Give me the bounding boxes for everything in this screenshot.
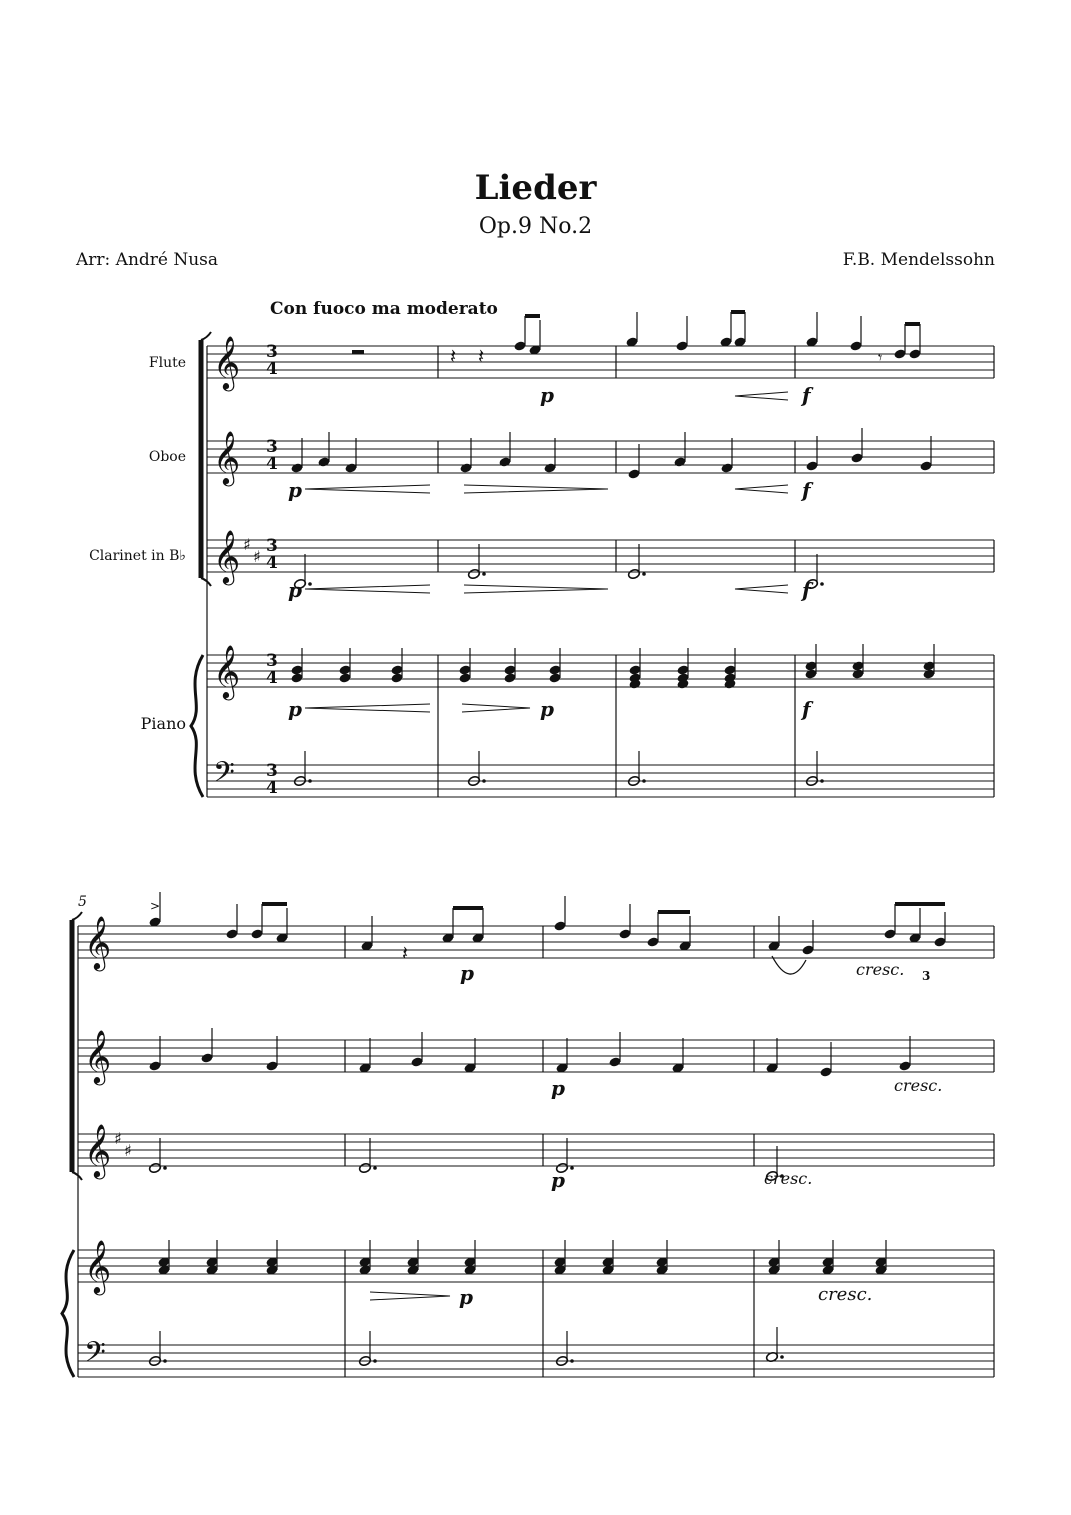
crescendo-hairpin [305, 704, 430, 712]
crescendo-hairpin [305, 585, 430, 593]
whole-rest [352, 350, 364, 354]
dynamic-p: p [288, 697, 302, 721]
eighth-rest-icon: 𝄾 [878, 348, 883, 367]
group-bracket [72, 912, 82, 920]
piano-brace [62, 1250, 74, 1377]
crescendo-hairpin [735, 485, 788, 493]
quarter-rest-icon: 𝄽 [402, 941, 409, 965]
accent-icon: > [150, 899, 161, 913]
dot [308, 582, 312, 586]
group-bracket [72, 1172, 82, 1180]
decrescendo-hairpin [464, 485, 608, 493]
treble-clef-icon: 𝄞 [213, 644, 241, 698]
piano-brace [191, 655, 203, 797]
bass-clef-icon: 𝄢 [84, 1336, 106, 1376]
dynamic-p: p [551, 1076, 565, 1100]
arranger-credit: Arr: André Nusa [76, 250, 219, 270]
sharp-icon: ♯ [114, 1129, 122, 1148]
time-sig-top: 3 [266, 342, 278, 362]
score-subtitle: Op.9 No.2 [478, 214, 593, 239]
treble-clef-icon: 𝄞 [84, 915, 112, 969]
dot [373, 1359, 377, 1363]
treble-clef-icon: 𝄞 [84, 1239, 112, 1293]
dot [482, 779, 486, 783]
tempo-marking: Con fuoco ma moderato [270, 299, 498, 319]
slur [772, 956, 806, 974]
time-signatures [266, 342, 278, 798]
dynamic-p: p [551, 1168, 565, 1192]
triplet-number: 3 [922, 969, 931, 983]
crescendo-hairpin [305, 485, 430, 493]
dynamic-p: p [288, 478, 302, 502]
time-sig-bottom: 4 [266, 454, 278, 474]
dynamic-f: f [802, 478, 811, 502]
dot [163, 1166, 167, 1170]
treble-clef-icon: 𝄞 [213, 529, 241, 583]
dynamic-p: p [288, 578, 302, 602]
crescendo-hairpin [735, 585, 788, 593]
time-sig-top: 3 [266, 437, 278, 457]
quarter-rest-icon: 𝄽 [478, 344, 485, 368]
dynamic-f: f [802, 578, 811, 602]
cresc-marking: cresc. [894, 1076, 943, 1095]
clarinet-label: Clarinet in B♭ [89, 548, 186, 564]
dot [163, 1359, 167, 1363]
time-sig-bottom: 4 [266, 668, 278, 688]
dynamic-p: p [460, 961, 474, 985]
group-bracket [201, 332, 211, 340]
dot [820, 779, 824, 783]
group-bracket [201, 578, 211, 586]
crescendo-hairpin [735, 392, 788, 400]
flute-label: Flute [148, 355, 186, 371]
decrescendo-hairpin [464, 585, 608, 593]
dynamic-p: p [540, 697, 554, 721]
dot [570, 1359, 574, 1363]
sharp-icon: ♯ [243, 535, 251, 554]
cresc-marking: cresc. [764, 1169, 813, 1188]
time-sig-bottom: 4 [266, 778, 278, 798]
time-sig-bottom: 4 [266, 359, 278, 379]
hairpins [305, 392, 788, 1300]
notes [84, 312, 947, 1376]
score-title: Lieder [474, 168, 597, 208]
sharp-icon: ♯ [124, 1141, 132, 1160]
piano-label: Piano [140, 714, 186, 733]
dynamic-p: p [540, 383, 554, 407]
staff-lines [78, 346, 994, 1377]
time-sig-top: 3 [266, 761, 278, 781]
time-sig-top: 3 [266, 536, 278, 556]
cresc-marking: cresc. [818, 1284, 873, 1305]
treble-clef-icon: 𝄞 [84, 1029, 112, 1083]
time-sig-bottom: 4 [266, 553, 278, 573]
dot [642, 779, 646, 783]
sharp-icon: ♯ [253, 547, 261, 566]
measure-number: 5 [78, 894, 87, 910]
dot [482, 572, 486, 576]
composer-credit: F.B. Mendelssohn [842, 250, 995, 270]
quarter-rest-icon: 𝄽 [450, 344, 457, 368]
dot [308, 779, 312, 783]
dot [373, 1166, 377, 1170]
dot [820, 582, 824, 586]
treble-clef-icon: 𝄞 [84, 1123, 112, 1177]
dynamic-p: p [459, 1285, 473, 1309]
dynamic-f: f [802, 697, 811, 721]
barlines [62, 332, 994, 1377]
dynamic-f: f [802, 383, 811, 407]
bass-clef-icon: 𝄢 [213, 756, 235, 796]
dot [570, 1166, 574, 1170]
decrescendo-hairpin [462, 704, 530, 712]
decrescendo-hairpin [370, 1292, 450, 1300]
cresc-marking: cresc. [856, 960, 905, 979]
treble-clef-icon: 𝄞 [213, 335, 241, 389]
time-sig-top: 3 [266, 651, 278, 671]
dot [780, 1355, 784, 1359]
oboe-label: Oboe [148, 449, 186, 465]
treble-clef-icon: 𝄞 [213, 430, 241, 484]
dot [642, 572, 646, 576]
